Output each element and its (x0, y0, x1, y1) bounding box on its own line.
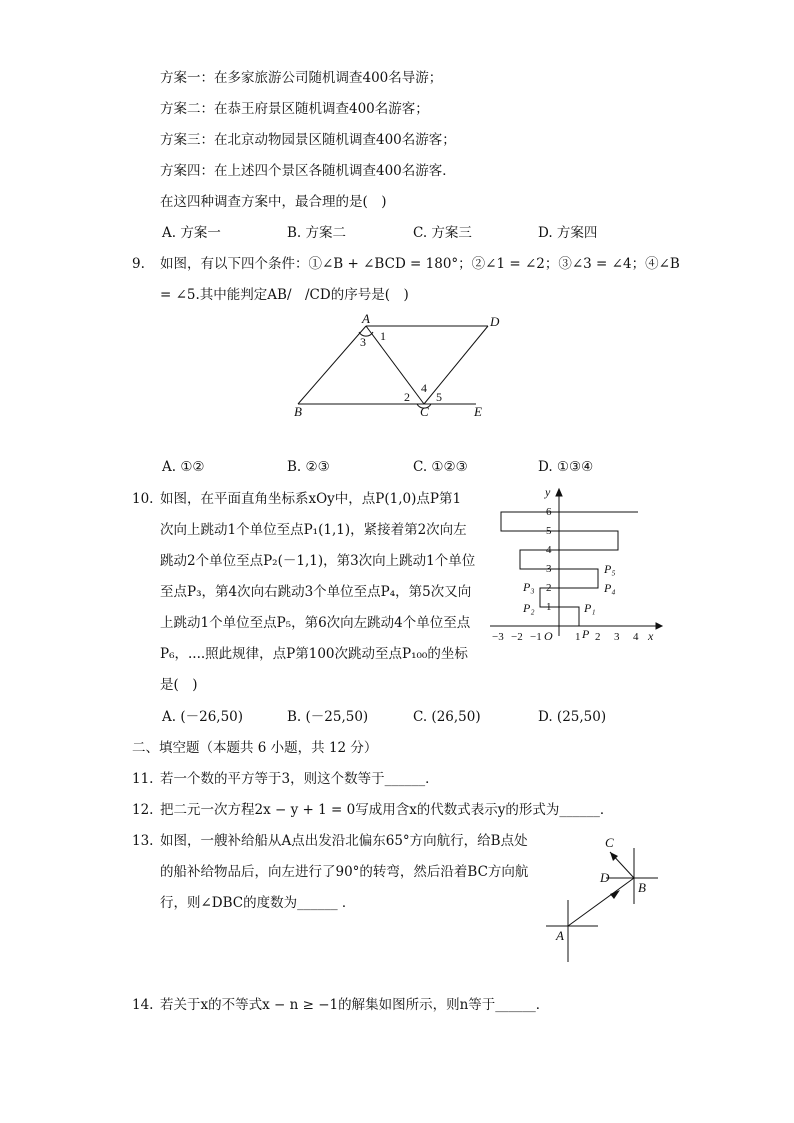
q9-number: 9. (132, 256, 145, 272)
q9-figure (288, 312, 508, 422)
angle-1: 1 (380, 329, 386, 343)
q8-option-a[interactable]: A. 方案一 (162, 225, 221, 241)
q14-text: 若关于x的不等式x − n ≥ −1的解集如图所示，则n等于______． (160, 997, 550, 1013)
q10-line5: 上跳动1个单位至点P₅，第6次向左跳动4个单位至点 (160, 615, 471, 631)
q12-text: 把二元一次方程2x − y + 1 = 0写成用含x的代数式表示y的形式为______． (160, 802, 614, 818)
x-tick-neg2: −2 (511, 631, 523, 643)
y-axis-arrow (556, 489, 562, 496)
angle-3: 3 (360, 335, 366, 349)
origin-label: O (544, 629, 553, 643)
p5-label: P₅ (604, 562, 616, 576)
q9-line2: = ∠5.其中能判定AB/ /CD的序号是( ) (160, 287, 409, 303)
q10-line2: 次向上跳动1个单位至点P₁(1,1)，紧接着第2次向左 (160, 522, 467, 538)
q8-plan3: 方案三：在北京动物园景区随机调查400名游客； (160, 132, 456, 148)
angle-5: 5 (436, 390, 442, 404)
q8-plan4: 方案四：在上述四个景区各随机调查400名游客． (160, 163, 456, 179)
label-d: D (490, 314, 500, 329)
q13-number: 13. (132, 833, 154, 849)
q10-coordinate-figure (486, 484, 666, 644)
segment-ba (298, 326, 366, 404)
x-axis-arrow (656, 623, 662, 629)
q13-navigation-figure (540, 830, 670, 970)
segment-ac (366, 326, 424, 404)
q8-option-d[interactable]: D. 方案四 (538, 225, 598, 241)
y-tick-6: 6 (546, 506, 552, 518)
q10-number: 10. (132, 491, 154, 507)
q8-plan2: 方案二：在恭王府景区随机调查400名游客； (160, 101, 429, 117)
p3-label: P₃ (523, 580, 535, 594)
q10-option-b[interactable]: B. (－25,50) (287, 709, 369, 725)
p2-label: P₂ (523, 601, 535, 615)
q11-number: 11. (132, 771, 154, 787)
q9-option-d[interactable]: D. ①③④ (538, 459, 594, 475)
segment-cd (424, 326, 488, 404)
p1-label: P₁ (584, 601, 596, 615)
q10-line6: P₆，....照此规律，点P第100次跳动至点P₁₀₀的坐标 (160, 646, 468, 662)
angle-4: 4 (421, 381, 427, 395)
y-tick-2: 2 (546, 582, 552, 594)
q8-plan1: 方案一：在多家旅游公司随机调查400名导游； (160, 70, 443, 86)
q10-option-a[interactable]: A. (－26,50) (162, 709, 244, 725)
y-tick-5: 5 (546, 525, 552, 537)
q10-option-d[interactable]: D. (25,50) (538, 709, 607, 725)
q13-line3: 行，则∠DBC的度数为______ ． (160, 895, 356, 911)
x-tick-2: 2 (595, 631, 601, 643)
q14-number: 14. (132, 997, 154, 1013)
q10-line4: 至点P₃，第4次向右跳动3个单位至点P₄，第5次又向 (160, 584, 472, 600)
x-tick-3: 3 (614, 631, 620, 643)
y-tick-3: 3 (546, 563, 552, 575)
q9-option-c[interactable]: C. ①②③ (413, 459, 468, 475)
y-tick-4: 4 (546, 544, 552, 556)
q11-text: 若一个数的平方等于3，则这个数等于______． (160, 771, 439, 787)
label-a: A (362, 312, 370, 326)
x-tick-4: 4 (633, 631, 639, 643)
p4-label: P₄ (604, 581, 616, 595)
label-a: A (556, 928, 564, 943)
q9-option-a[interactable]: A. ①② (162, 459, 205, 475)
q8-question: 在这四种调查方案中，最合理的是( ) (160, 194, 387, 210)
q8-option-b[interactable]: B. 方案二 (287, 225, 347, 241)
section2-title: 二、填空题（本题共 6 小题，共 12 分） (132, 740, 378, 756)
y-tick-1: 1 (546, 601, 552, 613)
x-tick-neg3: −3 (492, 631, 504, 643)
y-axis-label: y (545, 485, 551, 499)
x-tick-1: 1 (575, 631, 581, 643)
x-axis-label: x (648, 629, 654, 643)
label-b: B (638, 880, 646, 895)
q12-number: 12. (132, 802, 154, 818)
q8-option-c[interactable]: C. 方案三 (413, 225, 472, 241)
q13-line2: 的船补给物品后，向左进行了90°的转弯，然后沿着BC方向航 (160, 864, 529, 880)
label-c: C (420, 404, 429, 419)
label-e: E (474, 404, 482, 419)
q13-line1: 如图，一艘补给船从A点出发沿北偏东65°方向航行，给B点处 (160, 833, 528, 849)
label-b: B (294, 404, 302, 419)
q9-option-b[interactable]: B. ②③ (287, 459, 330, 475)
angle-2: 2 (404, 390, 410, 404)
path-ab (568, 878, 634, 926)
q10-line3: 跳动2个单位至点P₂(－1,1)，第3次向上跳动1个单位 (160, 553, 476, 569)
label-c: C (605, 835, 614, 850)
point-p-label: P (582, 627, 590, 641)
q10-option-c[interactable]: C. (26,50) (413, 709, 481, 725)
label-d: D (600, 870, 610, 885)
q9-line1: 如图，有以下四个条件：①∠B + ∠BCD = 180°；②∠1 = ∠2；③∠3 = ∠4；④∠B (160, 256, 680, 272)
q10-line7: 是( ) (160, 677, 198, 693)
q10-line1: 如图，在平面直角坐标系xOy中，点P(1,0)点P第1 (160, 491, 462, 507)
jump-path (501, 512, 638, 626)
x-tick-neg1: −1 (530, 631, 542, 643)
